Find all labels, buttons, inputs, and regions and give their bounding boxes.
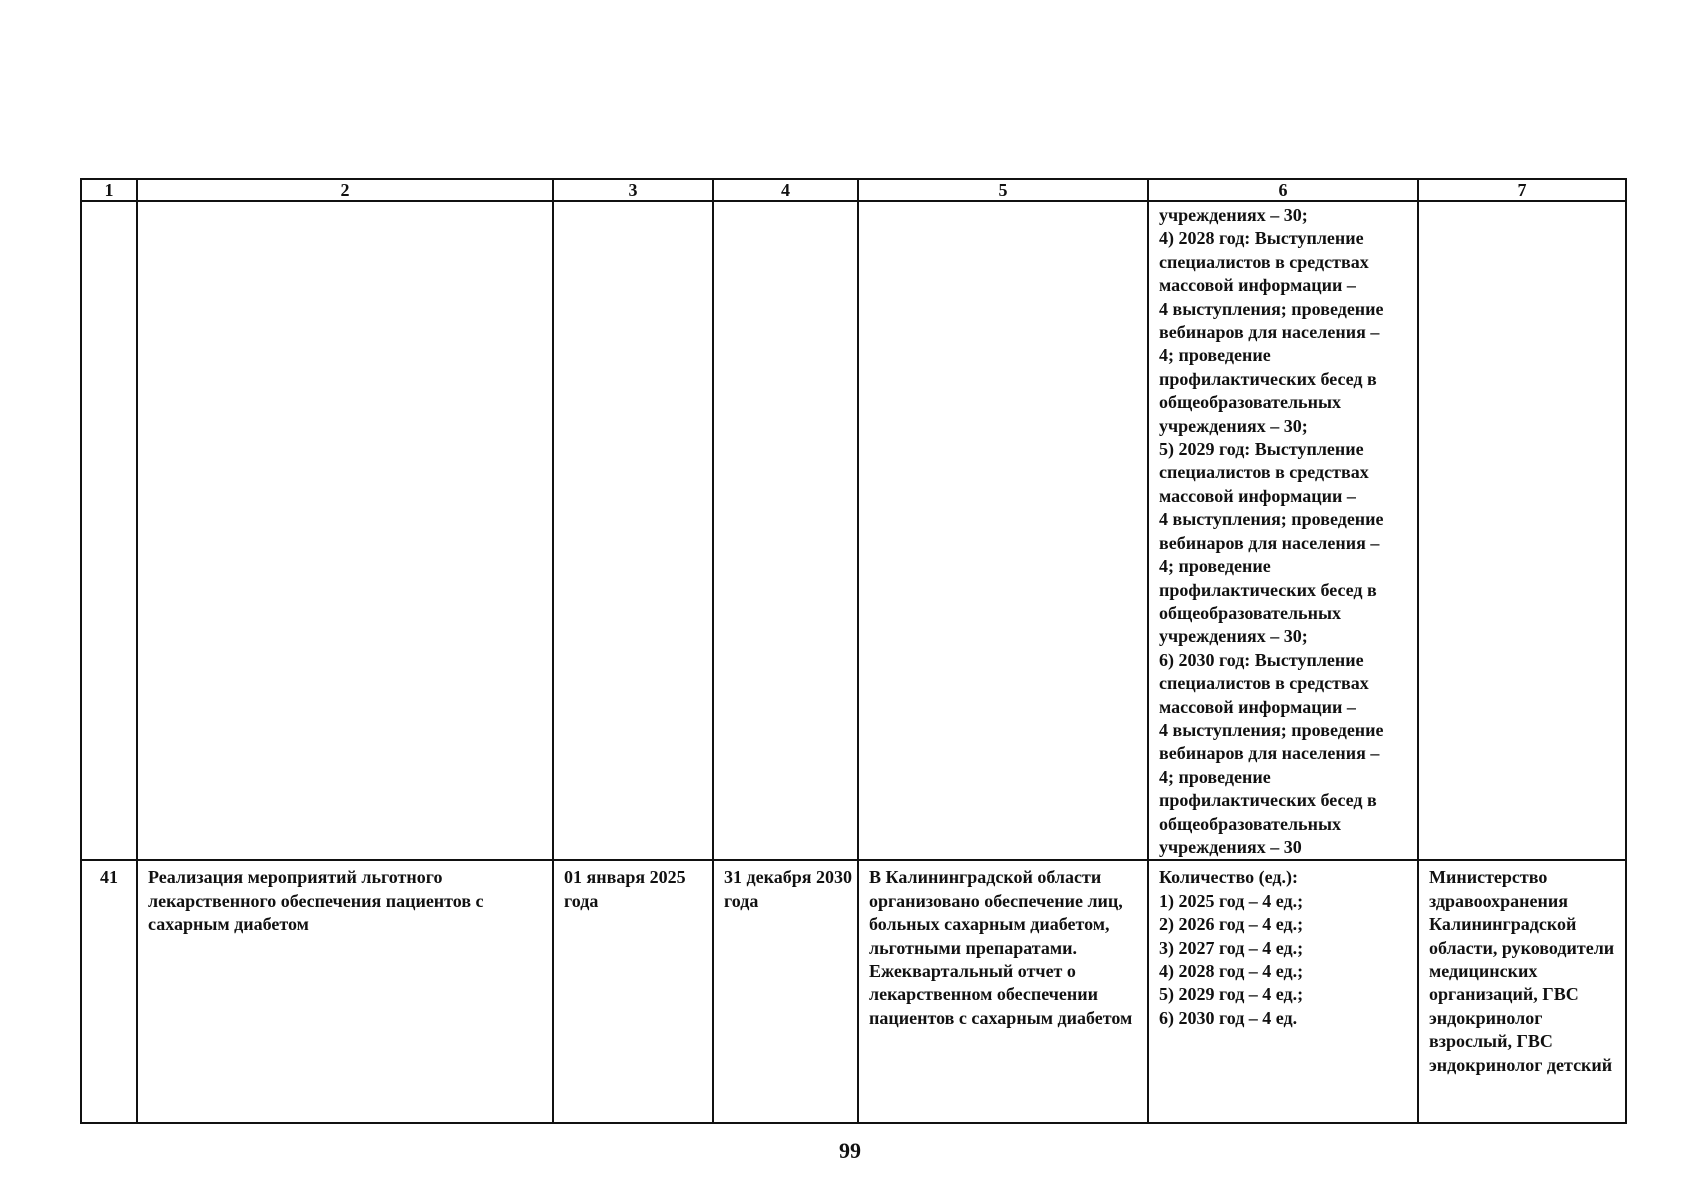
indicator-line: 4) 2028 год – 4 ед.;	[1159, 961, 1304, 981]
header-cell: 1	[81, 179, 137, 201]
empty-cell	[858, 201, 1148, 860]
text-line: общеобразовательных	[1159, 602, 1342, 623]
empty-cell	[1418, 201, 1626, 860]
header-cell: 7	[1418, 179, 1626, 201]
header-cell: 4	[713, 179, 858, 201]
text-line: вебинаров для населения –	[1159, 532, 1380, 553]
text-line: профилактических бесед в	[1159, 579, 1377, 600]
indicator-line: 6) 2030 год – 4 ед.	[1159, 1007, 1298, 1028]
text-line: общеобразовательных	[1159, 392, 1342, 413]
text-line: 5) 2029 год: Выступление	[1159, 439, 1364, 460]
text-line: профилактических бесед в	[1159, 368, 1377, 389]
text-line: 4 выступления; проведение	[1159, 509, 1384, 530]
header-cell: 3	[553, 179, 713, 201]
text-line: учреждениях – 30	[1159, 836, 1302, 857]
start-date: 01 января 2025 года	[564, 867, 686, 911]
text-line: 4 выступления; проведение	[1159, 719, 1384, 740]
activity-text: Реализация мероприятий льготного лекарственного обеспечения пациентов с сахарным диабетом	[148, 867, 484, 935]
result-cell	[858, 860, 1148, 1123]
indicator-cell	[1148, 860, 1418, 1123]
indicator-line: Количество (ед.):	[1159, 867, 1299, 888]
text-line: учреждениях – 30;	[1159, 626, 1308, 647]
result-text: В Калининградской области организовано обеспечение лиц, больных сахарным диабетом, льготными препаратами. Ежеквартальный отчет о лекарственном обеспечении пациентов с сахарным диабетом	[869, 867, 1133, 1028]
text-line: 6) 2030 год: Выступление	[1159, 649, 1364, 670]
header-cell: 6	[1148, 179, 1418, 201]
plan-table	[80, 178, 1627, 1124]
text-line: учреждениях – 30;	[1159, 205, 1308, 225]
empty-cell	[553, 201, 713, 860]
text-line: массовой информации –	[1159, 485, 1356, 506]
text-line: общеобразовательных	[1159, 813, 1342, 834]
text-line: 4; проведение	[1159, 766, 1271, 787]
text-line: учреждениях – 30;	[1159, 415, 1308, 436]
row-number: 41	[81, 860, 137, 1123]
text-line: вебинаров для населения –	[1159, 743, 1380, 764]
start-date-cell	[553, 860, 713, 1123]
text-line: профилактических бесед в	[1159, 790, 1377, 811]
text-line: 4; проведение	[1159, 556, 1271, 577]
text-line: специалистов в средствах	[1159, 673, 1369, 694]
text-line: специалистов в средствах	[1159, 251, 1369, 272]
indicator-continuation-cell	[1148, 201, 1418, 860]
text-line: 4) 2028 год: Выступление	[1159, 228, 1364, 249]
empty-cell	[137, 201, 553, 860]
text-line: 4 выступления; проведение	[1159, 298, 1384, 319]
page-number: 99	[839, 1138, 861, 1163]
text-line: специалистов в средствах	[1159, 462, 1369, 483]
text-line: вебинаров для населения –	[1159, 322, 1380, 343]
activity-cell	[137, 860, 553, 1123]
header-cell: 2	[137, 179, 553, 201]
indicator-line: 1) 2025 год – 4 ед.;	[1159, 890, 1304, 911]
text-line: 4; проведение	[1159, 345, 1271, 366]
responsible-cell	[1418, 860, 1626, 1123]
table-row-41	[81, 860, 1626, 1123]
indicator-line: 3) 2027 год – 4 ед.;	[1159, 937, 1304, 958]
header-cell: 5	[858, 179, 1148, 201]
empty-cell	[713, 201, 858, 860]
end-date: 31 декабря 2030 года	[724, 867, 852, 911]
continuation-row	[81, 201, 1626, 860]
responsible-text: Министерство здравоохранения Калининградской области, руководители медицинских организаций, ГВС эндокринолог взрослый, ГВС эндокринолог детский	[1429, 867, 1615, 1075]
indicator-line: 2) 2026 год – 4 ед.;	[1159, 914, 1304, 935]
empty-cell	[81, 201, 137, 860]
header-row	[81, 179, 1626, 201]
text-line: массовой информации –	[1159, 696, 1356, 717]
end-date-cell	[713, 860, 858, 1123]
indicator-line: 5) 2029 год – 4 ед.;	[1159, 984, 1304, 1005]
text-line: массовой информации –	[1159, 275, 1356, 296]
